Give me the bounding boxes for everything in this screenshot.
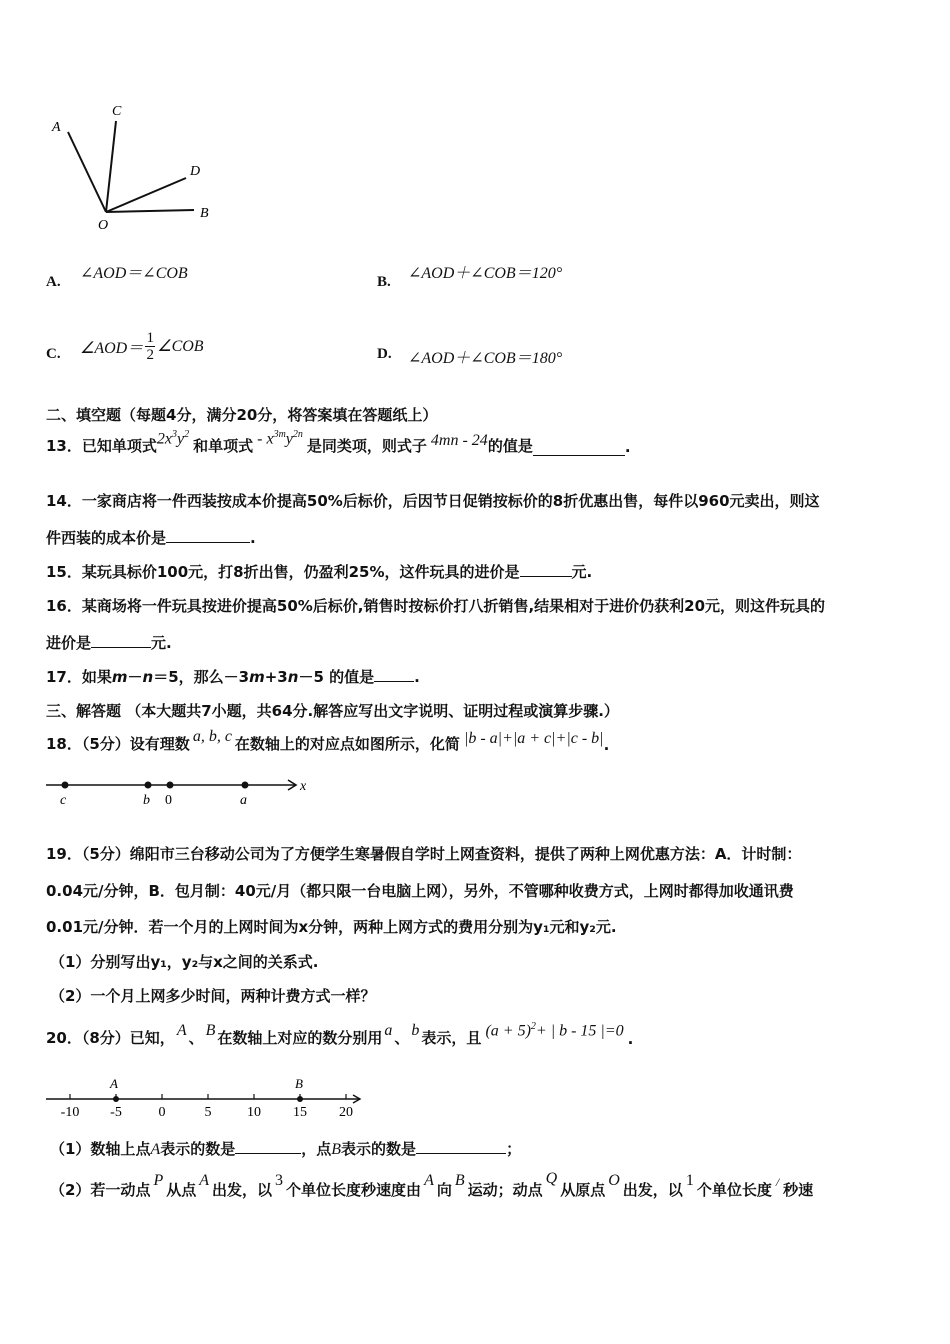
q18-label-x: x bbox=[300, 779, 307, 794]
q20-tick-label: 10 bbox=[247, 1105, 261, 1120]
q18-point-c bbox=[62, 782, 69, 789]
q13-end: . bbox=[624, 438, 631, 456]
q18-expression: |b - a|+|a + c|+|c - b| bbox=[463, 730, 604, 747]
section-2-title: 二、填空题（每题4分，满分20分，将答案填在答题纸上） bbox=[46, 406, 438, 424]
q20-p2-t8: 个单位长度 bbox=[696, 1181, 772, 1199]
q16-line-2-text: 进价是 bbox=[46, 634, 92, 652]
question-16-line-2 bbox=[46, 632, 172, 653]
q20-p2-p: P bbox=[153, 1172, 164, 1189]
q18-point-zero bbox=[167, 782, 174, 789]
q20-p2-1: 1 bbox=[685, 1172, 694, 1189]
q18-end: . bbox=[603, 736, 610, 754]
q18-label-zero: 0 bbox=[165, 793, 172, 808]
q20-p2-slash: / bbox=[775, 1175, 780, 1189]
question-20-part-1 bbox=[50, 1138, 521, 1159]
q13-num: 13． bbox=[46, 437, 82, 455]
q20-p1-mid-3: 表示的数是 bbox=[341, 1140, 417, 1158]
option-c-pre: ∠AOD＝ bbox=[80, 339, 144, 357]
q18-pre: 18．（5分）设有理数 bbox=[46, 735, 190, 753]
option-a-letter: A. bbox=[46, 274, 61, 290]
q13-monomial-2 bbox=[257, 429, 303, 448]
q17-var-m2: m bbox=[249, 668, 265, 686]
q20-number-line bbox=[44, 1074, 374, 1120]
q13-m2-y: y bbox=[285, 430, 293, 447]
q18-vars: a, b, c bbox=[192, 728, 232, 745]
question-16-line-1: 16．某商场将一件玩具按进价提高50%后标价,销售时按标价打八折销售,结果相对于进价仍获利20元，则这件玩具的 bbox=[46, 597, 826, 615]
option-d-expr: ∠AOD＋∠COB＝180° bbox=[408, 350, 563, 367]
q20-expr-part-2: + | b - 15 |=0 bbox=[535, 1022, 624, 1039]
q20-p2-t3: 个单位长度秒速度由 bbox=[286, 1181, 422, 1199]
label-b: B bbox=[200, 206, 209, 221]
q20-p2-a: A bbox=[199, 1172, 210, 1189]
q17-var-n: n bbox=[142, 668, 154, 686]
q13-m1-exp2: 2 bbox=[184, 428, 190, 440]
label-c: C bbox=[112, 104, 122, 119]
q20-label-a: A bbox=[110, 1076, 118, 1091]
question-20 bbox=[46, 1018, 633, 1048]
q15-end: 元. bbox=[571, 563, 593, 581]
q20-p2-t2: 出发，以 bbox=[212, 1181, 273, 1199]
q20-p1-pre: （1）数轴上点 bbox=[50, 1140, 151, 1158]
q20-label-b: B bbox=[295, 1076, 303, 1091]
section-3-title: 三、解答题 （本大题共7小题，共64分.解答应写出文字说明、证明过程或演算步骤.） bbox=[46, 702, 619, 720]
q20-p1-end: ； bbox=[506, 1140, 522, 1158]
q20-p2-t4: 向 bbox=[436, 1181, 452, 1199]
question-18 bbox=[46, 726, 609, 754]
q20-p1-blank-a[interactable] bbox=[235, 1139, 301, 1154]
q20-p1-blank-b[interactable] bbox=[416, 1139, 506, 1154]
q17-pre: 17．如果 bbox=[46, 668, 112, 686]
q20-sep: 、 bbox=[188, 1029, 204, 1047]
question-13 bbox=[46, 430, 631, 456]
q13-answer-blank[interactable] bbox=[533, 441, 625, 456]
q20-var-a-point: A bbox=[176, 1022, 187, 1039]
q14-answer-blank[interactable] bbox=[166, 528, 250, 543]
option-c-letter: C. bbox=[46, 346, 61, 362]
ray-ob bbox=[106, 210, 194, 212]
label-d: D bbox=[190, 164, 201, 179]
q20-tick-label: -5 bbox=[110, 1105, 122, 1120]
q20-p2-t1: 从点 bbox=[166, 1181, 197, 1199]
question-14-line-1: 14．一家商店将一件西装按成本价提高50%后标价，后因节日促销按标价的8折优惠出售，每件以960元卖出，则这 bbox=[46, 492, 820, 510]
question-19-part-1: （1）分别写出y₁，y₂与x之间的关系式. bbox=[50, 953, 319, 971]
q16-answer-blank[interactable] bbox=[91, 633, 151, 648]
q20-p2-b: B bbox=[454, 1172, 465, 1189]
q13-m2-exp2: 2n bbox=[292, 428, 303, 440]
q13-text-4: 的值是 bbox=[487, 437, 533, 455]
q13-m1-y: y bbox=[177, 430, 185, 447]
option-c-denominator: 2 bbox=[146, 346, 154, 363]
q18-point-a bbox=[242, 782, 249, 789]
q18-label-b: b bbox=[143, 793, 150, 808]
q17-var-m: m bbox=[111, 668, 128, 686]
q20-var-b: b bbox=[411, 1022, 420, 1039]
q20-point-b bbox=[297, 1096, 303, 1102]
q20-expression bbox=[485, 1021, 623, 1040]
q20-tick-label: 20 bbox=[339, 1105, 353, 1120]
q13-text-3: 是同类项，则式子 bbox=[306, 437, 427, 455]
q20-tick-label: 0 bbox=[158, 1105, 166, 1120]
q20-expr-exp: 2 bbox=[530, 1020, 536, 1032]
q13-m2-exp1: 3m bbox=[273, 428, 286, 440]
ray-oa bbox=[68, 132, 106, 212]
option-d-letter: D. bbox=[377, 346, 392, 362]
q17-op-2: ＝5，那么－3 bbox=[153, 668, 250, 686]
q20-p1-mid: 表示的数是 bbox=[160, 1140, 236, 1158]
ray-oc bbox=[106, 121, 116, 212]
q18-label-c: c bbox=[60, 793, 67, 808]
option-c-post: ∠COB bbox=[157, 338, 204, 355]
q18-number-line bbox=[44, 772, 314, 808]
question-19-line-3: 0.01元/分钟．若一个月的上网时间为x分钟，两种上网方式的费用分别为y₁元和y₂元. bbox=[46, 918, 617, 936]
q14-line-2-text: 件西装的成本价是 bbox=[46, 529, 167, 547]
q17-op-1: － bbox=[127, 668, 143, 686]
option-c-expr bbox=[80, 326, 204, 366]
q20-ticks bbox=[61, 1094, 353, 1120]
q13-text-1: 已知单项式 bbox=[81, 437, 157, 455]
question-17 bbox=[46, 666, 420, 687]
q20-p2-pre: （2）若一动点 bbox=[50, 1181, 151, 1199]
q15-answer-blank[interactable] bbox=[520, 562, 572, 577]
q20-p2-q: Q bbox=[545, 1170, 558, 1187]
q20-p1-mid-2: ，点 bbox=[301, 1140, 332, 1158]
q17-op-3: +3 bbox=[264, 668, 288, 686]
q20-sep-2: 、 bbox=[394, 1029, 410, 1047]
q20-tick-label: 5 bbox=[204, 1105, 212, 1120]
q20-expr-part-1: (a + 5) bbox=[485, 1022, 531, 1039]
q18-mid: 在数轴上的对应点如图所示，化简 bbox=[234, 735, 460, 753]
option-a-expr: ∠AOD＝∠COB bbox=[80, 265, 188, 282]
question-14-line-2 bbox=[46, 527, 256, 548]
q13-m2-sign: - bbox=[257, 430, 263, 447]
q20-pre: 20．（8分）已知， bbox=[46, 1029, 175, 1047]
angle-figure bbox=[40, 95, 230, 235]
q17-end: . bbox=[414, 668, 420, 686]
q18-point-b bbox=[145, 782, 152, 789]
q20-point-a bbox=[113, 1096, 119, 1102]
option-c-numerator: 1 bbox=[146, 329, 154, 346]
question-19-line-1: 19．（5分）绵阳市三台移动公司为了方便学生寒暑假自学时上网查资料，提供了两种上网优惠方法：A．计时制： bbox=[46, 845, 802, 863]
q20-tick-label: -10 bbox=[60, 1105, 80, 1120]
question-20-part-2 bbox=[50, 1170, 813, 1200]
q13-m1-base: 2x bbox=[156, 430, 172, 447]
q20-var-b-point: B bbox=[205, 1022, 216, 1039]
q17-answer-blank[interactable] bbox=[374, 667, 414, 682]
option-b-expr: ∠AOD＋∠COB＝120° bbox=[408, 265, 563, 282]
q13-m2-x: x bbox=[266, 430, 274, 447]
q14-end: . bbox=[250, 529, 256, 547]
q20-p1-b: B bbox=[331, 1141, 342, 1158]
q20-p2-o: O bbox=[608, 1172, 620, 1189]
q13-text-2: 和单项式 bbox=[193, 437, 254, 455]
q20-p2-3: 3 bbox=[275, 1172, 284, 1189]
q20-tick-label: 15 bbox=[293, 1105, 307, 1120]
q13-monomial-1 bbox=[157, 429, 189, 448]
q20-p2-t9: 秒速 bbox=[783, 1181, 814, 1199]
q13-m1-exp1: 3 bbox=[172, 428, 177, 440]
label-o: O bbox=[98, 218, 109, 233]
q17-var-n2: n bbox=[287, 668, 299, 686]
q20-mid: 在数轴上对应的数分别用 bbox=[217, 1029, 383, 1047]
q17-post: －5 的值是 bbox=[298, 668, 375, 686]
ray-od bbox=[106, 178, 186, 212]
q13-expression: 4mn - 24 bbox=[430, 432, 488, 449]
q20-p2-t5: 运动；动点 bbox=[467, 1181, 543, 1199]
q20-p2-t6: 从原点 bbox=[560, 1181, 606, 1199]
option-c-fraction bbox=[145, 330, 155, 363]
option-b-letter: B. bbox=[377, 274, 391, 290]
q20-end: . bbox=[627, 1030, 634, 1048]
question-19-part-2: （2）一个月上网多少时间，两种计费方式一样？ bbox=[50, 987, 376, 1005]
q20-p2-a2: A bbox=[424, 1172, 434, 1189]
q16-end: 元. bbox=[151, 634, 172, 652]
label-a: A bbox=[52, 120, 61, 135]
question-19-line-2: 0.04元/分钟，B．包月制：40元/月（都只限一台电脑上网），另外，不管哪种收费方式，上网时都得加收通讯费 bbox=[46, 882, 794, 900]
q20-mid-2: 表示，且 bbox=[421, 1029, 482, 1047]
q18-label-a: a bbox=[240, 793, 247, 808]
question-15 bbox=[46, 561, 592, 582]
q20-p2-t7: 出发，以 bbox=[622, 1181, 683, 1199]
q20-p1-a: A bbox=[150, 1141, 161, 1158]
q20-var-a: a bbox=[384, 1022, 393, 1039]
q15-text: 15．某玩具标价100元，打8折出售，仍盈利25%，这件玩具的进价是 bbox=[46, 563, 520, 581]
